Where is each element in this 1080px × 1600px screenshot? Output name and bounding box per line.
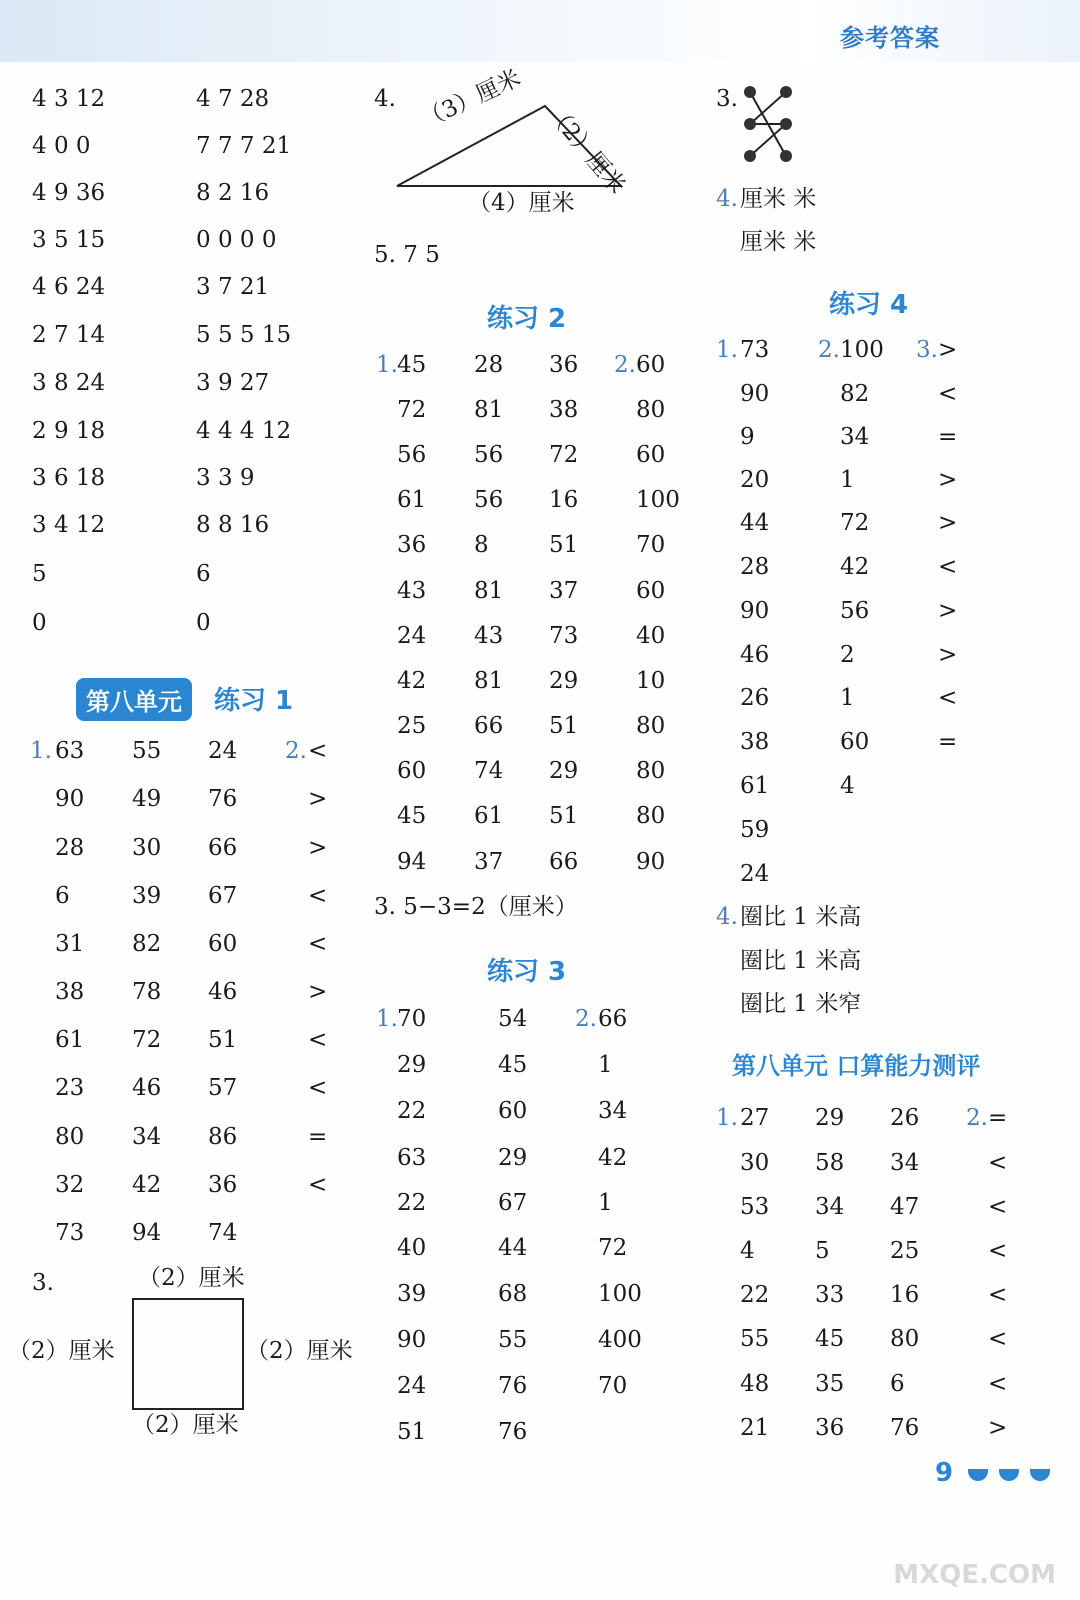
cell: = <box>308 1124 328 1150</box>
cell: < <box>988 1194 1008 1220</box>
cell: 36 <box>815 1415 845 1441</box>
cell: = <box>988 1105 1008 1131</box>
unit-badge: 第八单元 <box>76 678 192 721</box>
cell: < <box>308 931 328 957</box>
cell: 34 <box>815 1194 845 1220</box>
cell: 70 <box>636 532 666 558</box>
cell: 73 <box>740 337 770 363</box>
cell: 42 <box>840 554 870 580</box>
cell: 30 <box>132 835 162 861</box>
cell: 34 <box>132 1124 162 1150</box>
cell: < <box>308 883 328 909</box>
cell: < <box>988 1238 1008 1264</box>
cell: 20 <box>740 467 770 493</box>
cell: 29 <box>815 1105 845 1131</box>
cell: 76 <box>890 1415 920 1441</box>
cell: 25 <box>890 1238 920 1264</box>
pair-b: 0 <box>196 610 211 636</box>
cell: 66 <box>208 835 238 861</box>
pair-a: 2 9 18 <box>32 418 106 444</box>
cell: 90 <box>397 1327 427 1353</box>
cell: 42 <box>598 1145 628 1171</box>
pair-a: 2 7 14 <box>32 322 106 348</box>
page-header: 参考答案 <box>840 24 940 52</box>
square-label-left: （2）厘米 <box>8 1338 115 1364</box>
cell: > <box>308 786 328 812</box>
q-number: 2. <box>614 352 636 378</box>
cell: 6 <box>55 883 70 909</box>
cell: 29 <box>498 1145 528 1171</box>
cell: 48 <box>740 1371 770 1397</box>
cell: 74 <box>208 1220 238 1246</box>
cell: 44 <box>740 510 770 536</box>
cell: 94 <box>397 849 427 875</box>
cell: < <box>308 1027 328 1053</box>
cell: 2 <box>840 642 855 668</box>
cell: 30 <box>740 1150 770 1176</box>
cell: 55 <box>132 738 162 764</box>
cell: 76 <box>498 1419 528 1445</box>
triangle-label-bottom: （4）厘米 <box>468 190 575 216</box>
cell: 80 <box>636 397 666 423</box>
cell: 81 <box>474 397 504 423</box>
cell: 43 <box>474 623 504 649</box>
cell: 82 <box>132 931 162 957</box>
cell: 100 <box>636 487 680 513</box>
pair-b: 3 3 9 <box>196 465 255 491</box>
cell: 1 <box>598 1190 613 1216</box>
q-number: 3. <box>916 337 938 363</box>
pair-b: 3 9 27 <box>196 370 270 396</box>
triangle-label-left: （3）厘米 <box>417 65 525 134</box>
cell: 22 <box>397 1098 427 1124</box>
cell: 90 <box>740 381 770 407</box>
cell: < <box>988 1150 1008 1176</box>
pair-a: 4 6 24 <box>32 274 106 300</box>
pair-b: 4 4 4 12 <box>196 418 292 444</box>
q-number: 1. <box>376 1006 398 1032</box>
cell: 60 <box>208 931 238 957</box>
cell: 24 <box>740 861 770 887</box>
cell: 35 <box>815 1371 845 1397</box>
cell: 27 <box>740 1105 770 1131</box>
pair-a: 4 0 0 <box>32 133 91 159</box>
cell: 63 <box>397 1145 427 1171</box>
cell: 60 <box>840 729 870 755</box>
cell: 16 <box>549 487 579 513</box>
cell: 26 <box>740 685 770 711</box>
pair-a: 0 <box>32 610 47 636</box>
cell: 76 <box>498 1373 528 1399</box>
q4-answer-row: 厘米 米 <box>740 229 817 255</box>
pair-b: 8 2 16 <box>196 180 270 206</box>
cell: 61 <box>397 487 427 513</box>
q4-answer-row: 厘米 米 <box>740 186 817 212</box>
cell: 73 <box>55 1220 85 1246</box>
cell: 28 <box>740 554 770 580</box>
q-number: 2. <box>818 337 840 363</box>
cell: 59 <box>740 817 770 843</box>
cell: 78 <box>132 979 162 1005</box>
cell: < <box>988 1326 1008 1352</box>
cell: 34 <box>890 1150 920 1176</box>
cell: 73 <box>549 623 579 649</box>
cell: 51 <box>549 532 579 558</box>
triangle-label-right: （2）厘米 <box>541 100 631 200</box>
cell: 29 <box>397 1052 427 1078</box>
cell: 24 <box>397 1373 427 1399</box>
cell: 46 <box>132 1075 162 1101</box>
cell: 51 <box>397 1419 427 1445</box>
cell: 90 <box>55 786 85 812</box>
cell: 8 <box>474 532 489 558</box>
cell: 47 <box>890 1194 920 1220</box>
cell: 61 <box>740 773 770 799</box>
cell: 100 <box>598 1281 642 1307</box>
pair-a: 3 4 12 <box>32 512 106 538</box>
cell: 26 <box>890 1105 920 1131</box>
cell: 56 <box>474 442 504 468</box>
cell: 60 <box>636 352 666 378</box>
cell: 36 <box>208 1172 238 1198</box>
cell: 33 <box>815 1282 845 1308</box>
q4-circle-row: 圈比 1 米高 <box>740 948 862 974</box>
cell: = <box>938 729 958 755</box>
pair-a: 3 8 24 <box>32 370 106 396</box>
cell: 38 <box>55 979 85 1005</box>
q4-circle-row: 圈比 1 米窄 <box>740 991 862 1017</box>
cell: 4 <box>740 1238 755 1264</box>
cell: 5 <box>815 1238 830 1264</box>
cell: 45 <box>815 1326 845 1352</box>
cell: < <box>938 554 958 580</box>
cell: 54 <box>498 1006 528 1032</box>
cell: 46 <box>740 642 770 668</box>
cell: 37 <box>549 578 579 604</box>
q-number: 4. <box>716 186 738 212</box>
cell: > <box>938 598 958 624</box>
cell: 38 <box>549 397 579 423</box>
cell: 72 <box>549 442 579 468</box>
cell: 39 <box>397 1281 427 1307</box>
cell: 55 <box>740 1326 770 1352</box>
cell: 32 <box>55 1172 85 1198</box>
cell: = <box>938 424 958 450</box>
cell: 45 <box>498 1052 528 1078</box>
cell: > <box>308 979 328 1005</box>
cell: 40 <box>636 623 666 649</box>
cell: > <box>938 510 958 536</box>
exercise-3-title: 练习 3 <box>487 957 567 987</box>
cell: 28 <box>55 835 85 861</box>
pair-b: 3 7 21 <box>196 274 270 300</box>
cell: 72 <box>397 397 427 423</box>
pair-b: 0 0 0 0 <box>196 227 277 253</box>
cell: 55 <box>498 1327 528 1353</box>
cell: 57 <box>208 1075 238 1101</box>
cell: 86 <box>208 1124 238 1150</box>
cell: 44 <box>498 1235 528 1261</box>
cell: 1 <box>840 685 855 711</box>
cell: 22 <box>740 1282 770 1308</box>
cell: 38 <box>740 729 770 755</box>
cell: 23 <box>55 1075 85 1101</box>
cell: > <box>938 467 958 493</box>
cell: 60 <box>636 578 666 604</box>
cell: 1 <box>598 1052 613 1078</box>
cell: < <box>308 1075 328 1101</box>
cell: > <box>938 642 958 668</box>
cell: 66 <box>549 849 579 875</box>
q-number: 3. <box>716 86 738 112</box>
cell: 70 <box>598 1373 628 1399</box>
cell: 60 <box>636 442 666 468</box>
cell: < <box>308 738 328 764</box>
cell: 51 <box>208 1027 238 1053</box>
pair-b: 8 8 16 <box>196 512 270 538</box>
cell: 58 <box>815 1150 845 1176</box>
cell: 80 <box>55 1124 85 1150</box>
cell: 80 <box>890 1326 920 1352</box>
cell: 29 <box>549 758 579 784</box>
cell: 25 <box>397 713 427 739</box>
cell: 34 <box>840 424 870 450</box>
q-number: 2. <box>575 1006 597 1032</box>
q-number: 1. <box>30 738 52 764</box>
cell: 31 <box>55 931 85 957</box>
cell: 76 <box>208 786 238 812</box>
square-label-top: （2）厘米 <box>138 1265 245 1291</box>
cell: < <box>938 381 958 407</box>
cell: 61 <box>55 1027 85 1053</box>
q3-answer: 3. 5−3=2（厘米） <box>374 894 578 920</box>
cell: 68 <box>498 1281 528 1307</box>
square-label-bottom: （2）厘米 <box>132 1412 239 1438</box>
cell: 67 <box>498 1190 528 1216</box>
matching-dots-figure <box>734 82 804 172</box>
cell: 81 <box>474 578 504 604</box>
cell: 51 <box>549 803 579 829</box>
exercise-1-title: 练习 1 <box>214 686 294 716</box>
cell: 60 <box>397 758 427 784</box>
cell: 72 <box>132 1027 162 1053</box>
cell: 74 <box>474 758 504 784</box>
pair-a: 3 5 15 <box>32 227 106 253</box>
cell: 43 <box>397 578 427 604</box>
cell: 72 <box>840 510 870 536</box>
cell: 72 <box>598 1235 628 1261</box>
cell: 42 <box>397 668 427 694</box>
unit-test-title: 第八单元 口算能力测评 <box>732 1052 981 1080</box>
cell: 81 <box>474 668 504 694</box>
pair-a: 5 <box>32 561 47 587</box>
cell: > <box>938 337 958 363</box>
cell: 49 <box>132 786 162 812</box>
cell: 46 <box>208 979 238 1005</box>
q-number: 1. <box>716 1105 738 1131</box>
cell: 100 <box>840 337 884 363</box>
q-number: 1. <box>716 337 738 363</box>
q-number: 3. <box>32 1270 54 1296</box>
cell: 94 <box>132 1220 162 1246</box>
pair-b: 7 7 7 21 <box>196 133 292 159</box>
cell: 29 <box>549 668 579 694</box>
cell: 82 <box>840 381 870 407</box>
cell: 63 <box>55 738 85 764</box>
exercise-4-title: 练习 4 <box>829 290 909 320</box>
cell: 70 <box>397 1006 427 1032</box>
cell: 36 <box>549 352 579 378</box>
footer-decoration-icon <box>968 1466 1058 1480</box>
pair-a: 4 3 12 <box>32 86 106 112</box>
cell: < <box>308 1172 328 1198</box>
cell: 400 <box>598 1327 642 1353</box>
cell: < <box>938 685 958 711</box>
square-figure <box>132 1298 244 1410</box>
cell: < <box>988 1282 1008 1308</box>
cell: 21 <box>740 1415 770 1441</box>
cell: 67 <box>208 883 238 909</box>
cell: 61 <box>474 803 504 829</box>
q-number: 2. <box>285 738 307 764</box>
cell: 6 <box>890 1371 905 1397</box>
square-label-right: （2）厘米 <box>246 1338 353 1364</box>
q-number: 1. <box>376 352 398 378</box>
page-number: 9 <box>935 1458 954 1488</box>
cell: 53 <box>740 1194 770 1220</box>
q4-circle-row: 圈比 1 米高 <box>740 904 862 930</box>
pair-a: 4 9 36 <box>32 180 106 206</box>
cell: 4 <box>840 773 855 799</box>
cell: 51 <box>549 713 579 739</box>
cell: 9 <box>740 424 755 450</box>
cell: 10 <box>636 668 666 694</box>
cell: 22 <box>397 1190 427 1216</box>
pair-a: 3 6 18 <box>32 465 106 491</box>
cell: < <box>988 1371 1008 1397</box>
cell: 80 <box>636 758 666 784</box>
pair-b: 4 7 28 <box>196 86 270 112</box>
cell: > <box>988 1415 1008 1441</box>
cell: 66 <box>474 713 504 739</box>
cell: 16 <box>890 1282 920 1308</box>
q5-answer: 5. 7 5 <box>374 242 440 268</box>
pair-b: 5 5 5 15 <box>196 322 292 348</box>
pair-b: 6 <box>196 561 211 587</box>
watermark: MXQE.COM <box>893 1560 1056 1590</box>
cell: 24 <box>208 738 238 764</box>
cell: 80 <box>636 803 666 829</box>
cell: 56 <box>840 598 870 624</box>
cell: 56 <box>397 442 427 468</box>
cell: 80 <box>636 713 666 739</box>
cell: 56 <box>474 487 504 513</box>
cell: 1 <box>840 467 855 493</box>
cell: 39 <box>132 883 162 909</box>
q-number: 4. <box>716 904 738 930</box>
exercise-2-title: 练习 2 <box>487 304 567 334</box>
cell: 36 <box>397 532 427 558</box>
q-number: 4. <box>374 86 396 112</box>
cell: 45 <box>397 803 427 829</box>
cell: 28 <box>474 352 504 378</box>
cell: 90 <box>740 598 770 624</box>
cell: 45 <box>397 352 427 378</box>
cell: 37 <box>474 849 504 875</box>
q-number: 2. <box>966 1105 988 1131</box>
cell: 34 <box>598 1098 628 1124</box>
cell: 24 <box>397 623 427 649</box>
cell: 60 <box>498 1098 528 1124</box>
cell: 66 <box>598 1006 628 1032</box>
cell: 40 <box>397 1235 427 1261</box>
cell: > <box>308 835 328 861</box>
cell: 90 <box>636 849 666 875</box>
cell: 42 <box>132 1172 162 1198</box>
